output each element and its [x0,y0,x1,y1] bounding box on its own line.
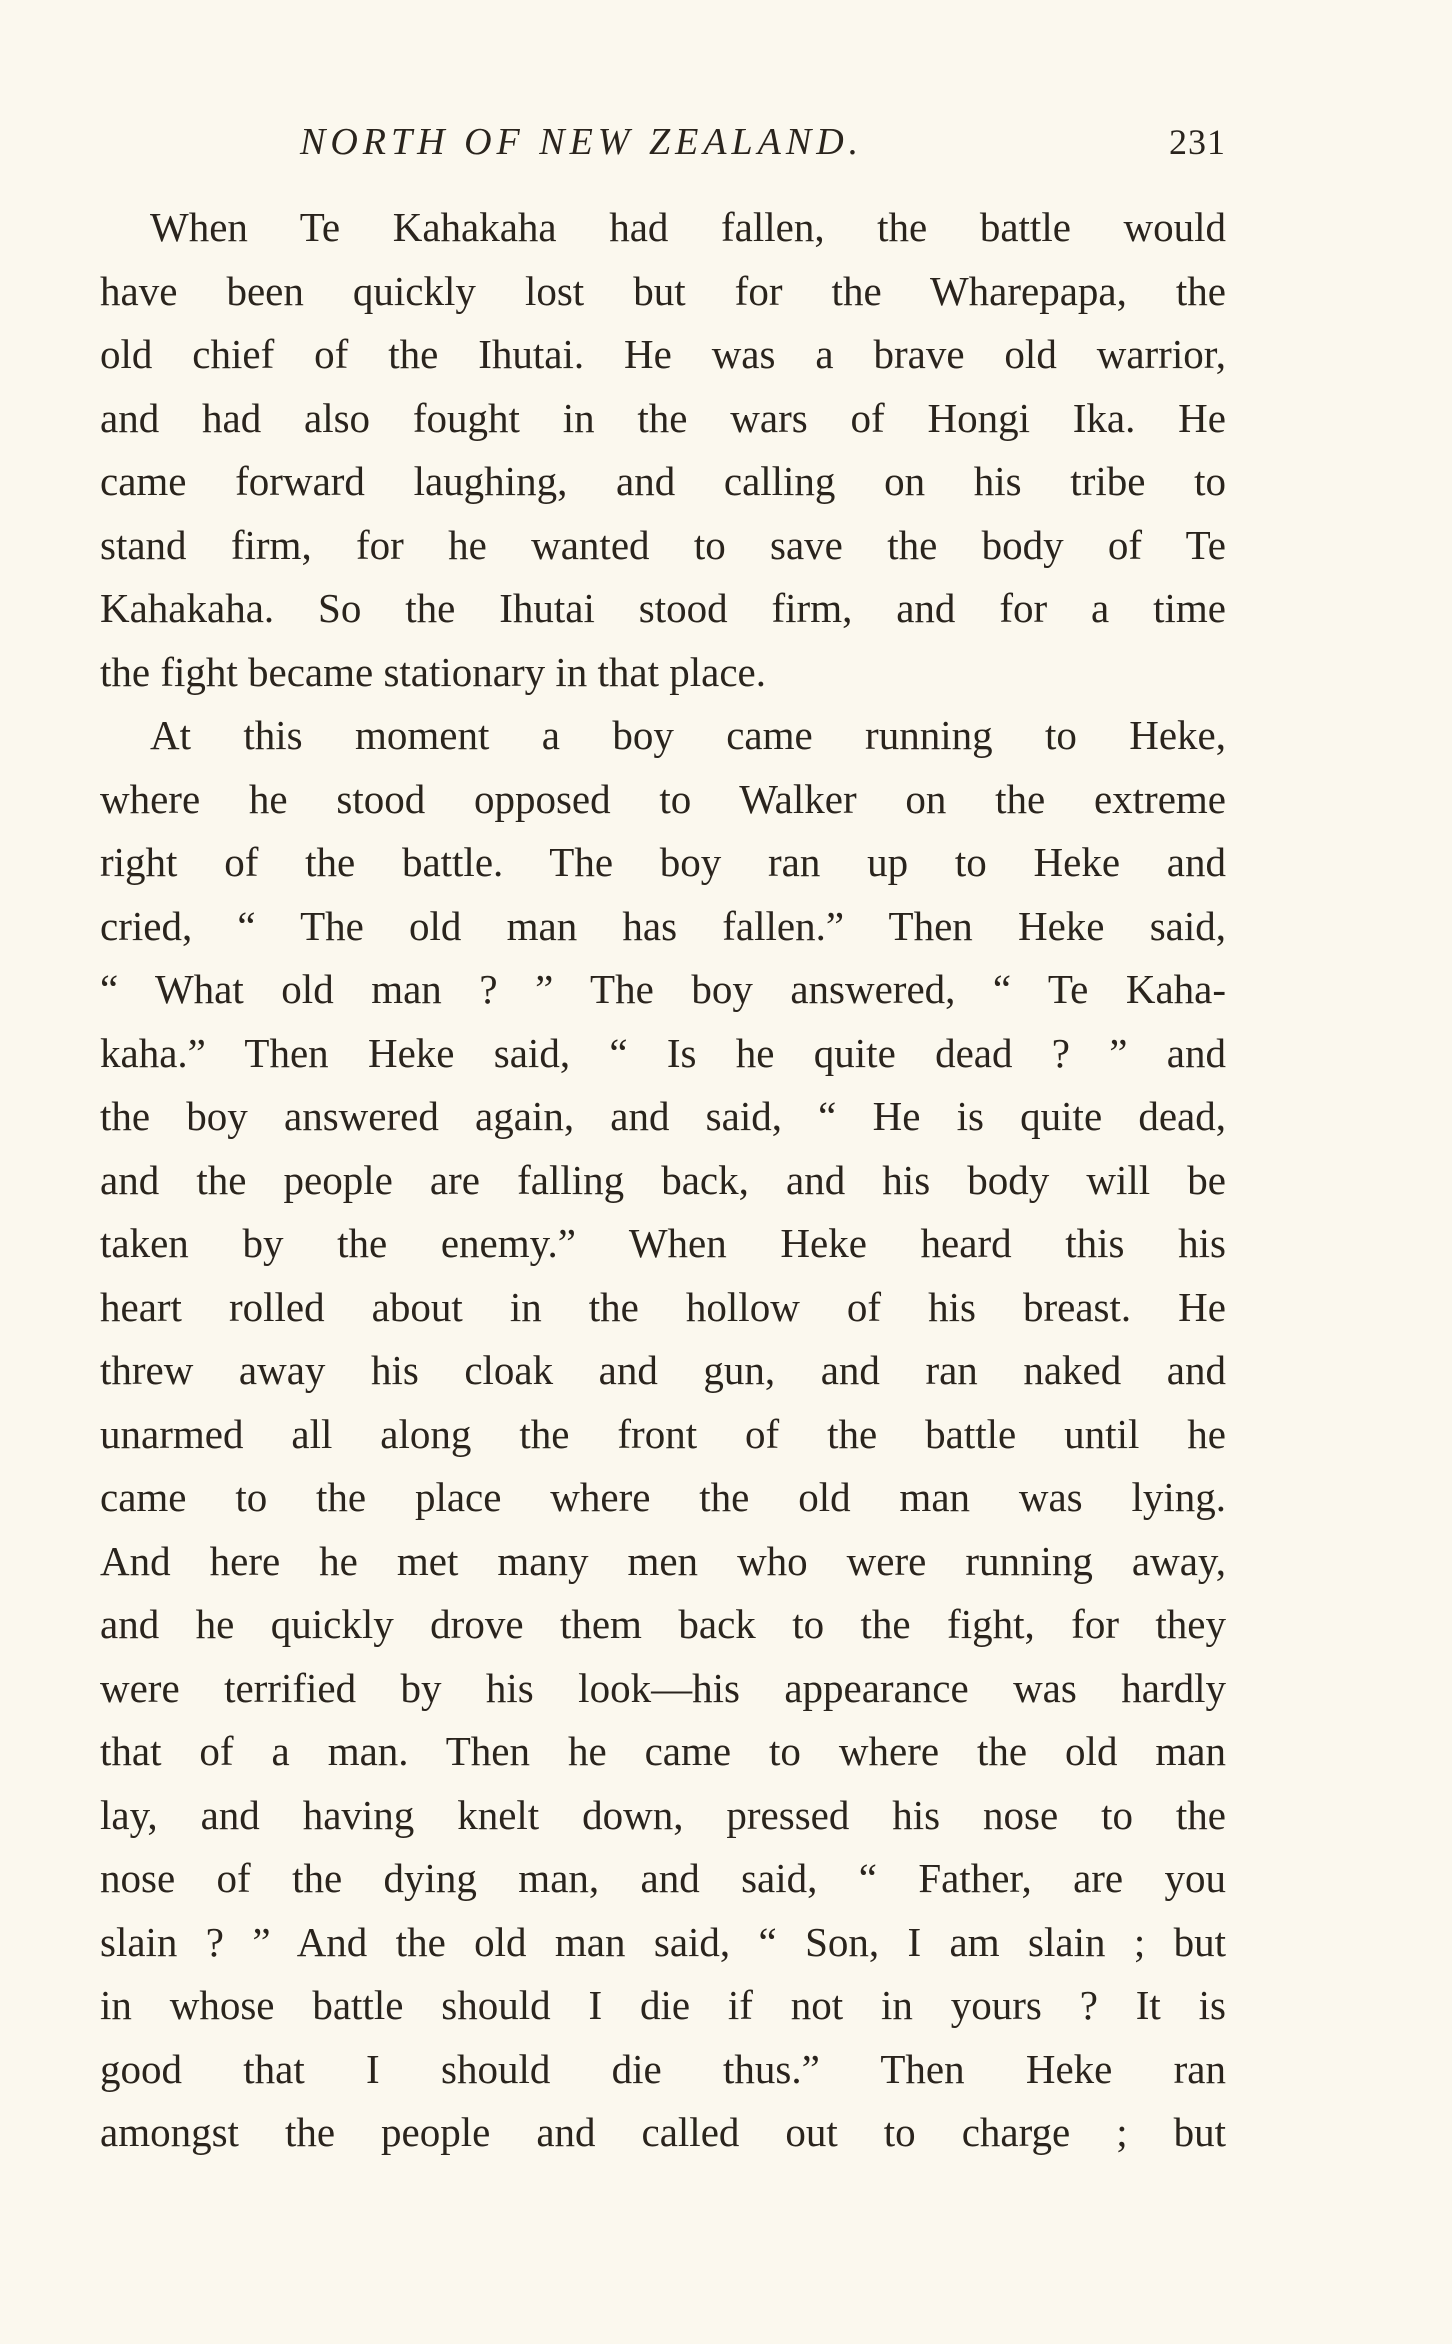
text-line: came forward laughing, and calling on his tribe to [100,458,1226,504]
text-line: lay, and having knelt down, pressed his nose to the [100,1791,1226,1838]
text-line: When Te Kahakaha had fallen, the battle would [150,204,1226,250]
text-line: amongst the people and called out to charge ; but [100,2109,1226,2155]
page-number: 231 [1169,122,1226,162]
text-line: heart rolled about in the hollow of his breast. He [100,1283,1226,1330]
text-line: And here he met many men who were running away, [100,1537,1226,1584]
text-line: old chief of the Ihutai. He was a brave old warrior, [100,331,1226,377]
text-line: where he stood opposed to Walker on the extreme [100,775,1226,822]
text-line: unarmed all along the front of the battle until he [100,1410,1226,1457]
text-line: the boy answered again, and said, “ He is quite dead, [100,1093,1226,1139]
text-line: were terrified by his look—his appearance was hardly [100,1664,1226,1711]
paragraph [100,196,1226,704]
text-line: and had also fought in the wars of Hongi Ika. He [100,394,1226,441]
text-line: kaha.” Then Heke said, “ Is he quite dead ? ” and [100,1029,1226,1076]
text-line: cried, “ The old man has fallen.” Then Heke said, [100,902,1226,949]
running-title: NORTH OF NEW ZEALAND. [300,121,864,163]
text-line: good that I should die thus.” Then Heke ran [100,2045,1226,2092]
text-line: nose of the dying man, and said, “ Father, are you [100,1855,1226,1901]
text-line: and he quickly drove them back to the fight, for they [100,1601,1226,1647]
text-line: threw away his cloak and gun, and ran naked and [100,1347,1226,1393]
text-line: taken by the enemy.” When Heke heard this his [100,1220,1226,1266]
text-line: “ What old man ? ” The boy answered, “ Te Kaha- [100,966,1226,1012]
text-line: in whose battle should I die if not in yours ? It is [100,1982,1226,2028]
text-line: At this moment a boy came running to Heke, [150,712,1226,758]
text-line: and the people are falling back, and his body will be [100,1156,1226,1203]
running-header [100,112,1226,172]
text-line: came to the place where the old man was lying. [100,1474,1226,1520]
body-text [100,196,1226,2165]
paragraph [100,704,1226,2165]
text-line: slain ? ” And the old man said, “ Son, I am slain ; but [100,1918,1226,1965]
text-line: that of a man. Then he came to where the old man [100,1728,1226,1774]
text-line: have been quickly lost but for the Wharepapa, the [100,267,1226,314]
text-line: Kahakaha. So the Ihutai stood firm, and for a time [100,585,1226,631]
text-line: the fight became stationary in that place. [100,648,766,695]
text-line: stand firm, for he wanted to save the body of Te [100,521,1226,568]
text-line: right of the battle. The boy ran up to Heke and [100,839,1226,885]
